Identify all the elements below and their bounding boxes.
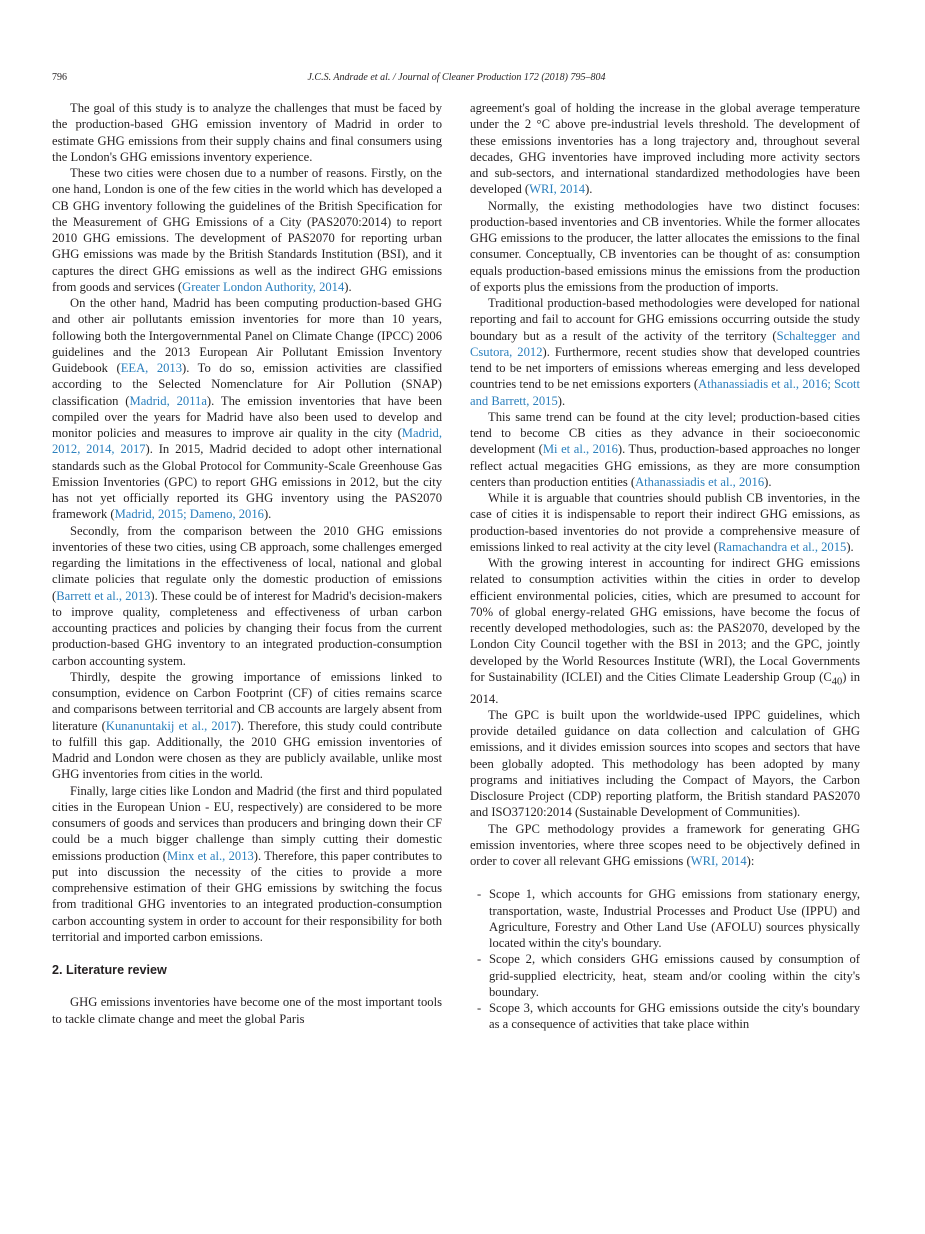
running-header [52, 72, 861, 88]
citation-link[interactable]: Mi et al., 2016 [542, 442, 618, 457]
paragraph: The GPC is built upon the worldwide-used IPPC guidelines, which provide detailed guidance on data collection and calculation of GHG emissions, and it divides emission sources into scopes and sectors that have been globally adopted. This methodology has been adopted by many programs and initiatives including the Compact of Mayors, the Carbon Disclosure Project (CDP) reporting platform, the British standard PAS2070 and ISO37120:2014 (Sustainable Development of Communities). [470, 707, 860, 820]
paragraph: With the growing interest in accounting for indirect GHG emissions related to consumption activities within the cities in order to develop efficient environmental policies, cities, which are presumed to account for 70% of global energy-related GHG emissions, have become the focus of recently developed methodologies, such as: the PAS2070, developed by the London City Council together with the BSI in 2013; and the GPC, jointly developed by the World Resources Institute (WRI), the Local Governments for Sustainability (ICLEI) and the Cities Climate Leadership Group $(C_{40})$ in 2014. [470, 556, 860, 706]
paragraph: Secondly, from the comparison between the 2010 GHG emissions inventories of these two cities, using CB approach, some challenges emerged regarding the limitations in the effectiveness of local, national and global climate policies that regulate only the domestic production of emissions (Barrett et al., 2013). These could be of interest for Madrid's decision-makers to improve quality, completeness and effectiveness of urban carbon accounting practices and policies by changing their focus from the current production-based GHG inventory to an integrated production-consumption carbon accounting system. [52, 523, 442, 668]
paragraph: Normally, the existing methodologies have two distinct focuses: production-based inventories and CB inventories. While the former allocates GHG emissions to the producer, the latter allocates the emissions to the final consumer. Conceptually, CB inventories can be thought of as: consumption equals production-based emissions minus the emissions from the production of exports plus the emissions from the production of imports. [470, 198, 860, 294]
paragraph: agreement's goal of holding the increase in the global average temperature under the 2 °C above pre-industrial levels threshold. The development of these emissions inventories has a long trajectory and, throughout several decades, GHG inventories have improved including more activity sectors and sub-sectors, and international standardized methodologies have been developed (WRI, 2014). [470, 101, 860, 197]
citation-link[interactable]: Kunanuntakij et al., 2017 [105, 718, 237, 733]
page-number: 796 [52, 72, 67, 83]
paragraph: These two cities were chosen due to a number of reasons. Firstly, on the one hand, London is one of the few cities in the world which has developed a CB GHG inventory following the guidelines of the British Specification for the Measurement of GHG Emissions of a City (PAS2070:2014) to report 2010 GHG emissions. The development of PAS2070 for reporting urban GHG emissions was made by the British Standards Institution (BSI), and it captures the direct GHG emissions as well as the indirect GHG emissions from goods and services (Greater London Authority, 2014). [52, 166, 442, 294]
citation-link[interactable]: WRI, 2014 [690, 854, 747, 869]
citation-link[interactable]: Athanassiadis et al., 2016; Scott and Barrett, 2015 [470, 377, 860, 408]
citation-link[interactable]: Minx et al., 2013 [167, 848, 254, 863]
paragraph: Traditional production-based methodologies were developed for national reporting and fail to account for GHG emissions occurring outside the study boundary but as a result of the activity of the territory (Schaltegger and Csutora, 2012). Furthermore, recent studies show that developed countries tend to be net importers of emissions whereas emerging and less developed countries tend to be net emissions exporters (Athanassiadis et al., 2016; Scott and Barrett, 2015). [470, 296, 860, 408]
paragraph: On the other hand, Madrid has been computing production-based GHG and other air pollutants emission inventories for more than 10 years, following both the Intergovernmental Panel on Climate Change (IPCC) 2006 guidelines and the 2013 European Air Pollutant Emission Inventory Guidebook (EEA, 2013). To do so, emission activities are classified according to the Selected Nomenclature for Air Pollution (SNAP) classification (Madrid, 2011a). The emission inventories that have been compiled over the years for Madrid have also been used to develop and monitor policies and measures to improve air quality in the city (Madrid, 2012, 2014, 2017). In 2015, Madrid decided to adopt other international standards such as the Global Protocol for Community-Scale Greenhouse Gas Emission Inventories (GPC) to report GHG emissions in 2012, but the city has not yet officially reported its GHG inventory using the PAS2070 framework (Madrid, 2015; Dameno, 2016). [52, 296, 442, 522]
list-item: - Scope 2, which considers GHG emissions caused by consumption of grid-supplied electricity, heat, steam and/or cooling within the city's boundary. [477, 952, 860, 999]
bullet-dash: - [477, 1001, 482, 1016]
scope-list [470, 886, 860, 1032]
citation-link[interactable]: Ramachandra et al., 2015 [717, 539, 847, 554]
citation-link[interactable]: Greater London Authority, 2014 [182, 279, 345, 294]
section-heading: 2. Literature review [52, 963, 167, 977]
subscript: 40 [831, 676, 843, 688]
list-item: - Scope 1, which accounts for GHG emissions from stationary energy, transportation, waste, Industrial Processes and Product Use (IPPU) and Agriculture, Forestry and Other Land Use (AFOLU) sources physically located within the city's boundary. [477, 887, 860, 951]
list-item: - Scope 3, which accounts for GHG emissions outside the city's boundary as a consequence of activities that take place within [477, 1001, 860, 1032]
paragraph: While it is arguable that countries should publish CB inventories, in the case of cities it is indispensable to report their indirect GHG emissions, as production-based inventories do not provide a comprehensive measure of emissions linked to real activity at the city level (Ramachandra et al., 2015). [470, 491, 860, 554]
citation-link[interactable]: Barrett et al., 2013 [56, 588, 151, 603]
paragraph: Thirdly, despite the growing importance of emissions linked to consumption, evidence on Carbon Footprint (CF) of cities remains scarce and comparisons between territorial and CB accounts are largely absent from literature (Kunanuntakij et al., 2017). Therefore, this study could contribute to fulfill this gap. Additionally, the 2010 GHG emission inventories of Madrid and London were chosen as they are publicly available, unlike most GHG inventories from cities in the world. [52, 669, 442, 782]
citation-link[interactable]: Schaltegger and Csutora, 2012 [470, 328, 860, 359]
citation-link[interactable]: WRI, 2014 [529, 182, 586, 197]
paragraph: The GPC methodology provides a framework for generating GHG emission inventories, where three scopes need to be objectively defined in order to cover all relevant GHG emissions (WRI, 2014): [470, 821, 860, 869]
citation-link[interactable]: Athanassiadis et al., 2016 [635, 474, 765, 489]
citation-link[interactable]: Madrid, 2012, 2014, 2017 [52, 426, 442, 457]
right-column [470, 100, 860, 1033]
left-column [52, 100, 442, 1027]
bullet-dash: - [477, 887, 482, 902]
citation-link[interactable]: EEA, 2013 [120, 361, 183, 375]
paragraph: The goal of this study is to analyze the challenges that must be faced by the production-based GHG emission inventory of Madrid in order to estimate GHG emissions from their supply chains and final consumers using the London's GHG emissions inventory experience. [52, 101, 442, 164]
paragraph: GHG emissions inventories have become one of the most important tools to tackle climate change and meet the global Paris [52, 995, 442, 1026]
citation-link[interactable]: Madrid, 2011a [129, 393, 207, 408]
bullet-dash: - [477, 952, 482, 967]
paragraph: This same trend can be found at the city level; production-based cities tend to become CB cities as they advance in their socioeconomic development (Mi et al., 2016). Thus, production-based approaches no longer reflect actual megacities GHG emissions, as they are more consumption centers than production entities (Athanassiadis et al., 2016). [470, 409, 860, 489]
citation-link[interactable]: Madrid, 2015; Dameno, 2016 [114, 507, 264, 522]
paragraph: Finally, large cities like London and Madrid (the first and third populated cities in the European Union - EU, respectively) are considered to be more consumers of goods and services than producers and bringing down their CF could be a much bigger challenge than simply cutting their domestic emissions production (Minx et al., 2013). Therefore, this paper contributes to put into discussion the necessity of the cities to provide a more comprehensive estimation of their GHG emissions by switching the focus from traditional GHG inventories to an integrated production-consumption carbon accounting system in order to account for their responsibility for both territorial and imported carbon emissions. [52, 783, 443, 944]
journal-citation: J.C.S. Andrade et al. / Journal of Cleaner Production 172 (2018) 795–804 [307, 72, 606, 83]
